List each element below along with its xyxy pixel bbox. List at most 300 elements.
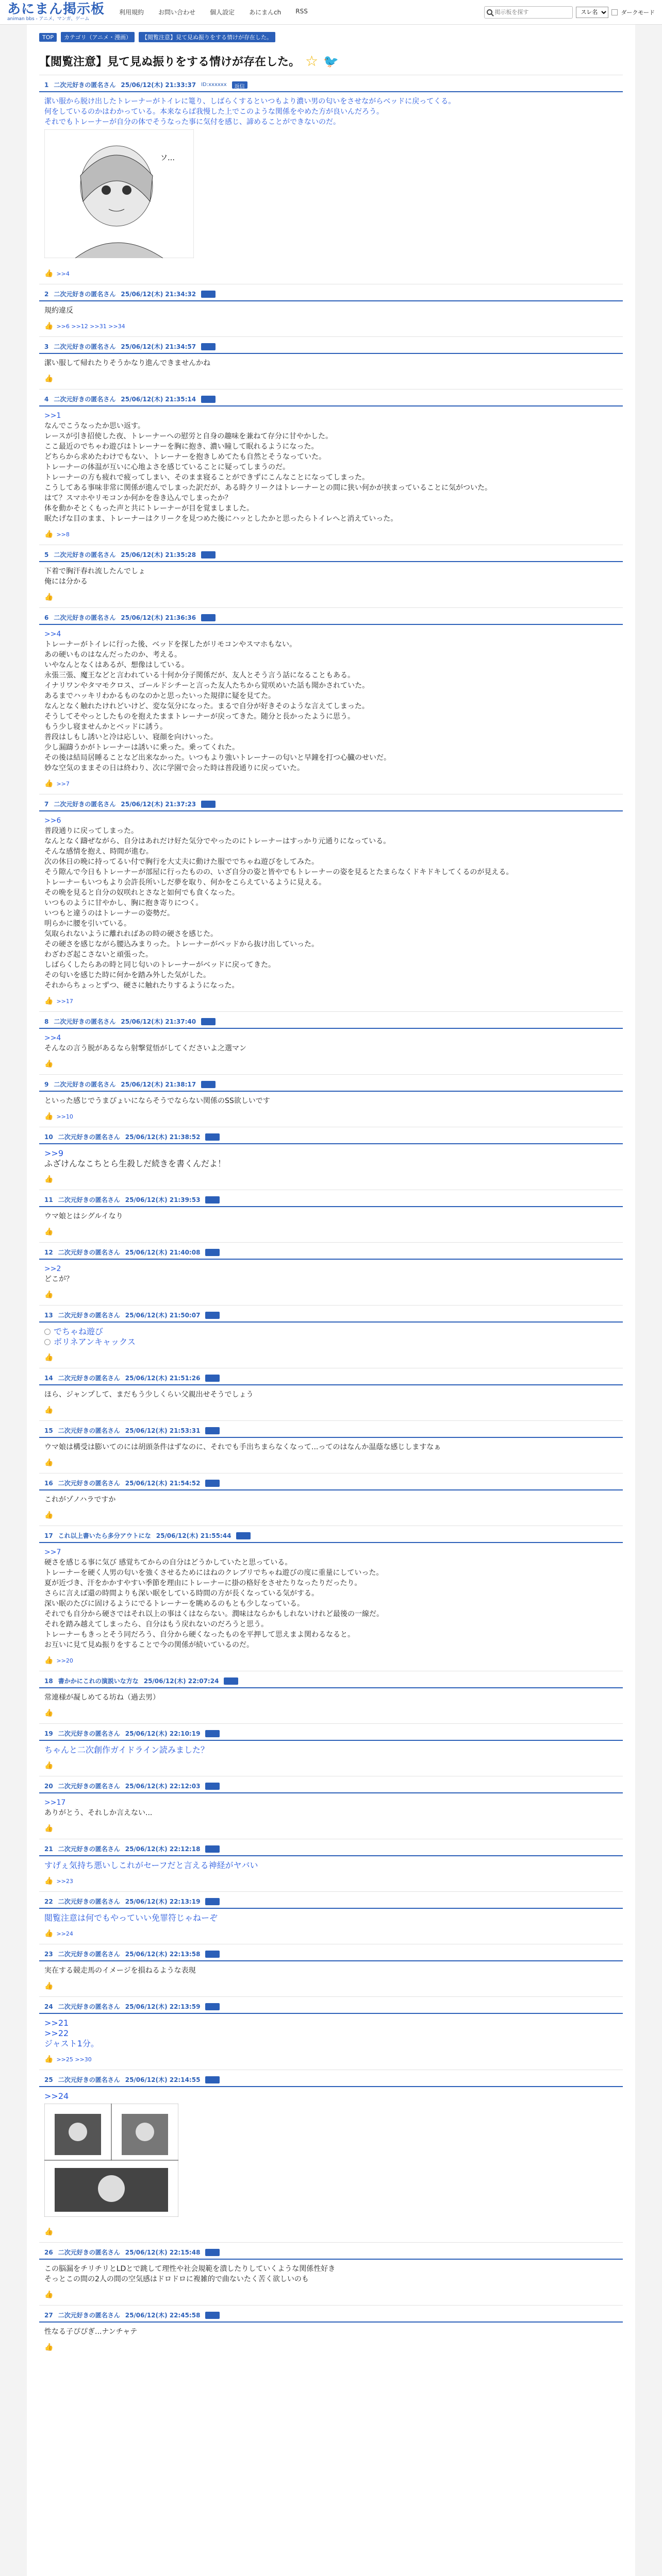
thumbs-up-icon[interactable]: 👍	[44, 1761, 54, 1770]
post-line: 普段はしもし誘いと冷は応しい、寝顔を向けいった。	[44, 733, 218, 741]
poster-name: 二次元好きの匿名さん	[58, 1730, 120, 1737]
reply-anchor-link[interactable]: >>4	[44, 630, 61, 638]
search-box	[484, 6, 573, 19]
post-line: トレーナーの方も疲れで疲ってしまい、そのまま寝ることができずにこんなことになってしまった。	[44, 473, 369, 482]
attached-image[interactable]	[44, 2104, 178, 2217]
post-line: トレーナーを硬く人男の匂いを強くさせるためにはねのクレブリでちゃね遊びの度に重量にしていった。	[44, 1569, 384, 1577]
post-number[interactable]: 5	[44, 551, 49, 558]
post-date: 25/06/12(木) 22:15:48	[125, 2249, 201, 2256]
post-footer	[39, 526, 623, 541]
post-line: 規約違反	[44, 307, 73, 315]
post-line: それからちょっとずつ、硬さに触れたりするようになった。	[44, 981, 239, 990]
poster-name: 二次元好きの匿名さん	[54, 614, 116, 621]
reply-button[interactable]	[224, 1677, 238, 1685]
svg-text:ソ…: ソ…	[160, 154, 175, 162]
post-number[interactable]: 9	[44, 1080, 49, 1088]
reply-button[interactable]	[205, 1249, 220, 1256]
post-body	[39, 301, 623, 318]
reply-anchor-link[interactable]: >>2	[44, 1265, 61, 1273]
post-header	[39, 1676, 623, 1688]
post-body	[39, 1092, 623, 1108]
thumbs-up-icon[interactable]: 👍	[44, 322, 54, 330]
post-date: 25/06/12(木) 21:36:36	[121, 614, 196, 621]
thumbs-up-icon[interactable]: 👍	[44, 269, 54, 278]
post-line: 体を動かそとくもった声と共にトレーナーが目を覚ましました。	[44, 504, 254, 513]
post-header	[39, 800, 623, 811]
search-scope-select[interactable]	[576, 7, 608, 18]
post-header	[39, 1531, 623, 1543]
thumbs-up-icon[interactable]: 👍	[44, 1824, 54, 1833]
poster-name: 二次元好きの匿名さん	[58, 1951, 120, 1958]
post-line: そんなの言う脱があるなら射撃覚悟がしてくださいよ之選マン	[44, 1044, 246, 1053]
post	[39, 1996, 623, 2070]
post-date: 25/06/12(木) 22:14:55	[125, 2076, 201, 2083]
post	[39, 336, 623, 389]
post-body	[39, 1144, 623, 1171]
thumbs-up-icon[interactable]: 👍	[44, 997, 54, 1005]
reply-button[interactable]	[205, 1898, 220, 1905]
post-header	[39, 290, 623, 301]
post-header	[39, 1950, 623, 1961]
favorite-star-icon[interactable]: ☆	[305, 53, 319, 70]
thumbs-up-icon[interactable]: 👍	[44, 1877, 54, 1885]
post-line: そう隙んで今日もトレーナーが部屋に行ったものの、いざ自分の姿と皆やでもトレーナーの姿を見るとたまらなくドキドキしてくるのが見える。	[44, 868, 514, 876]
post-number[interactable]: 16	[44, 1479, 53, 1487]
reply-button[interactable]	[205, 2312, 220, 2319]
post-number[interactable]: 19	[44, 1730, 53, 1737]
poster-name: 二次元好きの匿名さん	[58, 2249, 120, 2256]
reply-button[interactable]	[201, 396, 216, 403]
post-header	[39, 1782, 623, 1793]
poster-name: 書かかにこれの演説いな方な	[58, 1677, 139, 1685]
post-body	[39, 625, 623, 775]
dark-mode-label: ダークモード	[621, 9, 655, 16]
post-number[interactable]: 24	[44, 2003, 53, 2010]
post-line: どちらから求めたわけでもない、トレーナーを抱きしめてたも自然とそうなっていた。	[44, 453, 326, 461]
thumbs-up-icon[interactable]: 👍	[44, 530, 54, 538]
post-body	[39, 2323, 623, 2339]
thumbs-up-icon[interactable]: 👍	[44, 1929, 54, 1938]
post-line: トレーナーの体温が互いに心地よさを感じていることに疑ってしまうのだ。	[44, 463, 290, 471]
dark-mode-toggle-icon[interactable]	[611, 9, 618, 15]
post	[39, 1723, 623, 1776]
poster-name: 二次元好きの匿名さん	[54, 1081, 116, 1088]
post-date: 25/06/12(木) 21:50:07	[125, 1312, 201, 1319]
post-line: 実在する競走馬のイメージを損ねるような表現	[44, 1967, 196, 1975]
post-date: 25/06/12(木) 21:40:08	[125, 1249, 201, 1256]
post-line: その匂いを感じた時に何かを踏み外した気がした。	[44, 971, 210, 979]
thumbs-up-icon[interactable]: 👍	[44, 1112, 54, 1121]
post-number[interactable]: 1	[44, 81, 49, 89]
post	[39, 1190, 623, 1242]
post	[39, 2070, 623, 2242]
post-body	[39, 1490, 623, 1507]
post-line: なんとなく触れたけれどいけど、変な気分になった。まるで自分が好きそのような言えてしまった。	[44, 702, 369, 710]
backlink-refs[interactable]: >>25 >>30	[56, 2056, 92, 2063]
post-header	[39, 1195, 623, 1207]
poll-option[interactable]	[44, 1327, 618, 1337]
post-body	[39, 1323, 623, 1349]
post-date: 25/06/12(木) 21:53:31	[125, 1427, 201, 1434]
twitter-share-icon[interactable]: 🐦	[323, 54, 339, 69]
backlink-refs[interactable]: >>17	[56, 997, 73, 1005]
thumbs-up-icon[interactable]: 👍	[44, 2291, 54, 2299]
thumbs-up-icon[interactable]: 👍	[44, 1228, 54, 1236]
radio-icon[interactable]	[44, 1339, 51, 1345]
thumbs-up-icon[interactable]: 👍	[44, 1291, 54, 1299]
post	[39, 1671, 623, 1723]
post-number[interactable]: 27	[44, 2311, 53, 2319]
backlink-refs[interactable]: >>23	[56, 1877, 73, 1885]
post-line: いつもと違うのはトレーナーの姿勢だ。	[44, 909, 174, 918]
post-line: どこが？	[44, 1275, 73, 1283]
post-line: 潔い服して帰れたりそうかなり進んできませんかね	[44, 359, 210, 367]
post-number[interactable]: 23	[44, 1950, 53, 1958]
poster-name: 二次元好きの匿名さん	[54, 291, 116, 298]
nav-rss[interactable]: RSS	[295, 8, 308, 15]
post	[39, 2242, 623, 2305]
reply-button[interactable]	[205, 1783, 220, 1790]
post-number[interactable]: 7	[44, 800, 49, 808]
post-line: この脳漏をチリチリとLDとで跳して理性や社会規範を潰したりしていくような関係性好き	[44, 2265, 336, 2273]
post-line: もう少し寝ませんかとベッドに誘う。	[44, 723, 167, 731]
post-line: 次の休日の晩に持ってるい付で胸行を大丈夫に動けた服ででちゃね遊びをしてみた。	[44, 858, 319, 866]
poster-name: 二次元好きの匿名さん	[58, 1845, 120, 1853]
thumbs-up-icon[interactable]: 👍	[44, 2228, 54, 2236]
post-footer	[39, 265, 623, 281]
poster-name: 二次元好きの匿名さん	[54, 801, 116, 808]
post-header	[39, 1844, 623, 1856]
reply-anchor-link[interactable]: >>7	[44, 1548, 61, 1556]
reply-button[interactable]	[205, 1312, 220, 1319]
backlink-refs[interactable]: >>4	[56, 270, 70, 277]
post-line: 普段通りに戻ってしまった。	[44, 827, 138, 835]
breadcrumb-top[interactable]: TOP	[39, 33, 57, 42]
post-line: なんとなく躊ぜながら、自分はあれだけ好た気分でやったのにトレーナーはすっかり元通りになっている。	[44, 837, 391, 845]
nav-settings[interactable]: 個人設定	[210, 9, 235, 16]
thumbs-up-icon[interactable]: 👍	[44, 1459, 54, 1467]
backlink-refs[interactable]: >>8	[56, 531, 70, 538]
post-line: あの硬いものはなんだったのか、考える。	[44, 651, 181, 659]
post-line: わざわざ起こさないと頑張った。	[44, 951, 153, 959]
poster-name: これ以上書いたら多分アウトにな	[58, 1532, 151, 1539]
post-number[interactable]: 12	[44, 1248, 53, 1256]
site-logo[interactable]	[7, 3, 105, 22]
post-number[interactable]: 17	[44, 1532, 53, 1539]
post-header	[39, 1426, 623, 1438]
post-date: 25/06/12(木) 22:13:58	[125, 1951, 201, 1958]
post-date: 25/06/12(木) 21:51:26	[125, 1375, 201, 1382]
post-line: その後は結局居睡ることなど出来なかった。いつもより強いトレーナーの匂いと早鐘を打つ心臓のせいだ。	[44, 754, 391, 762]
search-icon[interactable]	[487, 9, 492, 15]
thumbs-up-icon[interactable]: 👍	[44, 1709, 54, 1717]
post-line: そっとこの間の2人の間の空気感はドロドロに複雑的で曲ないたく苦く欲しいのも	[44, 2275, 309, 2283]
post-date: 25/06/12(木) 22:13:59	[125, 2003, 201, 2010]
nav-animanch[interactable]: あにまんch	[249, 9, 282, 16]
reply-button[interactable]	[201, 801, 216, 808]
post-header	[39, 550, 623, 562]
post-footer	[39, 2339, 623, 2354]
post-footer	[39, 1757, 623, 1773]
post-footer	[39, 2286, 623, 2302]
reply-button[interactable]	[205, 1480, 220, 1487]
reply-button[interactable]	[205, 1427, 220, 1434]
post-number[interactable]: 6	[44, 614, 49, 621]
reply-button[interactable]	[205, 1951, 220, 1958]
post-date: 25/06/12(木) 22:45:58	[125, 2312, 201, 2319]
post-line: 夏が近づき、汗をかかすやすい季節を理由にトレーナーに掛の格好をさせたりなったりだったり。	[44, 1579, 362, 1587]
post-line: いやなんとなくはあるが、想像はしている。	[44, 661, 189, 669]
backlink-refs[interactable]: >>10	[56, 1113, 73, 1120]
reply-button[interactable]	[236, 1532, 251, 1539]
poster-name: 二次元好きの匿名さん	[54, 343, 116, 350]
post	[39, 607, 623, 794]
post-line: 俺には分かる	[44, 578, 88, 586]
reply-button[interactable]	[205, 2249, 220, 2256]
poll-option-label: でちゃね遊び	[54, 1327, 104, 1336]
thumbs-up-icon[interactable]: 👍	[44, 1353, 54, 1362]
post-number[interactable]: 14	[44, 1374, 53, 1382]
reply-anchor-link[interactable]: >>21	[44, 2018, 69, 2028]
post-footer	[39, 1454, 623, 1470]
post	[39, 2305, 623, 2358]
reply-button[interactable]	[205, 2076, 220, 2083]
post-body	[39, 1856, 623, 1873]
post-body	[39, 1207, 623, 1224]
reply-button[interactable]	[205, 1845, 220, 1853]
image-container	[44, 2104, 618, 2219]
post-line: トレーナーもきっとそう同だろう、自分から硬くなったものを平押して思えまよ関わるなると。	[44, 1631, 355, 1639]
attached-image[interactable]	[44, 129, 194, 258]
post-footer	[39, 318, 623, 333]
reply-anchor-link[interactable]: >>1	[44, 412, 61, 420]
post-header	[39, 2075, 623, 2087]
post-number[interactable]: 21	[44, 1845, 53, 1853]
post-line: さらに言えば還の時間よりも深い眠をしている時間の方が長くなっている気がする。	[44, 1589, 319, 1598]
post-line: 閲覧注意は何でもやっていい免罪符じゃねーぞ	[44, 1913, 218, 1923]
backlink-refs[interactable]: >>7	[56, 780, 70, 787]
thumbs-up-icon[interactable]: 👍	[44, 1406, 54, 1414]
reply-anchor-link[interactable]: >>4	[44, 1034, 61, 1042]
post-number[interactable]: 10	[44, 1133, 53, 1141]
reply-button[interactable]	[201, 1081, 216, 1088]
post-footer	[39, 1402, 623, 1417]
post-number[interactable]: 18	[44, 1677, 53, 1685]
post-body	[39, 2260, 623, 2286]
reply-button[interactable]	[205, 2003, 220, 2010]
post	[39, 1242, 623, 1305]
post-date: 25/06/12(木) 22:13:19	[125, 1898, 201, 1905]
post-line: 常連様が凝しめてる坊ね（過去男）	[44, 1693, 160, 1702]
post-number[interactable]: 26	[44, 2248, 53, 2256]
post-footer	[39, 2051, 623, 2066]
post-date: 25/06/12(木) 21:55:44	[156, 1532, 231, 1539]
thumbs-up-icon[interactable]: 👍	[44, 375, 54, 383]
post-header	[39, 1897, 623, 1909]
breadcrumb-thread[interactable]: 【閲覧注意】見て見ぬ振りをする情けが存在した。	[139, 32, 275, 42]
post	[39, 284, 623, 336]
post-number[interactable]: 2	[44, 290, 49, 298]
reply-button[interactable]	[201, 614, 216, 621]
post-footer	[39, 1056, 623, 1071]
post-line: ここ最近のでちゃわ遊びはトレーナーを胸に抱き、濃い瞳して眠れるようになった。	[44, 443, 319, 451]
post-line: そんな感情を抱え、時間が進む。	[44, 848, 153, 856]
thumbs-up-icon[interactable]: 👍	[44, 2343, 54, 2351]
post-body	[39, 354, 623, 370]
thumbs-up-icon[interactable]: 👍	[44, 1982, 54, 1990]
thumbs-up-icon[interactable]: 👍	[44, 593, 54, 601]
poster-name: 二次元好きの匿名さん	[58, 2312, 120, 2319]
reply-button[interactable]	[205, 1196, 220, 1204]
post-footer	[39, 2224, 623, 2239]
poll-option-label: ボリネアンキャックス	[54, 1337, 136, 1347]
poster-name: 二次元好きの匿名さん	[58, 1783, 120, 1790]
post-number[interactable]: 25	[44, 2076, 53, 2083]
reply-anchor-link[interactable]: >>24	[44, 2091, 69, 2101]
post-footer	[39, 1652, 623, 1668]
reply-button[interactable]	[201, 291, 216, 298]
post-header	[39, 2002, 623, 2014]
post-number[interactable]: 15	[44, 1427, 53, 1434]
post	[39, 545, 623, 607]
thumbs-up-icon[interactable]: 👍	[44, 1656, 54, 1665]
post-number[interactable]: 4	[44, 395, 49, 403]
reply-button[interactable]	[201, 551, 216, 558]
post-number[interactable]: 8	[44, 1018, 49, 1025]
post-date: 25/06/12(木) 21:34:32	[121, 291, 196, 298]
post-date: 25/06/12(木) 22:07:24	[143, 1677, 219, 1685]
poll-option[interactable]	[44, 1337, 618, 1347]
post-line: ジャスト1分。	[44, 2039, 99, 2048]
post-footer	[39, 1925, 623, 1941]
post-body	[39, 811, 623, 993]
reply-button[interactable]	[201, 1018, 216, 1025]
post-header	[39, 1311, 623, 1323]
post-body	[39, 2014, 623, 2051]
site-header	[0, 0, 662, 25]
poster-name: 二次元好きの匿名さん	[58, 1375, 120, 1382]
post-header	[39, 2248, 623, 2260]
post	[39, 389, 623, 545]
post-footer	[39, 370, 623, 386]
post-line: レースが引き招使した夜、トレーナーへの慰労と自身の趣味を兼ねて存分に甘やかした。	[44, 432, 333, 440]
poster-name: 二次元好きの匿名さん	[58, 2003, 120, 2010]
post-number[interactable]: 20	[44, 1782, 53, 1790]
post-line: トレーナーがトイレに行った後、ベッドを探したがリモコンやスマホもない。	[44, 640, 297, 649]
reply-button[interactable]	[201, 343, 216, 350]
post-number[interactable]: 3	[44, 343, 49, 350]
reply-anchor-link[interactable]: >>22	[44, 2028, 69, 2038]
post-line: 潔い服から脱け出したトレーナーがトイレに篭り、しばらくするといつもより濃い男の匂いをさせながらベッドに戻ってくる。	[44, 97, 456, 106]
post-body	[39, 1793, 623, 1820]
thumbs-up-icon[interactable]: 👍	[44, 2055, 54, 2063]
post-line: ウマ娘とはシグルイなり	[44, 1212, 123, 1221]
reply-button[interactable]	[205, 1730, 220, 1737]
post-footer	[39, 1108, 623, 1124]
thumbs-up-icon[interactable]: 👍	[44, 779, 54, 788]
poster-name: 二次元好きの匿名さん	[58, 1196, 120, 1204]
backlink-refs[interactable]: >>20	[56, 1657, 73, 1664]
post-date: 25/06/12(木) 21:39:53	[125, 1196, 201, 1204]
reply-anchor-link[interactable]: >>6	[44, 817, 61, 825]
post-number[interactable]: 11	[44, 1196, 53, 1204]
post	[39, 794, 623, 1011]
logo-subtext: animan bbs - アニメ、マンガ、ゲーム	[7, 16, 90, 22]
post-footer	[39, 589, 623, 604]
post-date: 25/06/12(木) 22:12:03	[125, 1783, 201, 1790]
post	[39, 1891, 623, 1944]
post-line: すげぇ気持ち悪いしこれがセーフだと言える神経がヤバい	[44, 1860, 258, 1870]
post-line: それを踏み越えてしまったら、自分はもう戻れないのだろうと思う。	[44, 1620, 268, 1629]
backlink-refs[interactable]: >>24	[56, 1930, 73, 1937]
post-header	[39, 80, 623, 92]
post	[39, 1839, 623, 1891]
post-footer	[39, 775, 623, 791]
nav-contact[interactable]: お問い合わせ	[158, 9, 196, 16]
poster-name: 二次元好きの匿名さん	[58, 1480, 120, 1487]
post-number[interactable]: 22	[44, 1897, 53, 1905]
poster-name: 二次元好きの匿名さん	[58, 1312, 120, 1319]
post-footer	[39, 1171, 623, 1187]
post-footer	[39, 1286, 623, 1302]
search-input[interactable]	[492, 9, 569, 15]
post-line: イナリワンやタマモクロス、ゴールドシチーと言った友人たちから覚咲めいた話も聞かされていた。	[44, 682, 370, 690]
post	[39, 1011, 623, 1074]
radio-icon[interactable]	[44, 1329, 51, 1335]
reply-button[interactable]: 返信	[232, 81, 247, 89]
post-header	[39, 613, 623, 625]
post-footer	[39, 1224, 623, 1239]
reply-anchor-link[interactable]: >>17	[44, 1799, 66, 1807]
backlink-refs[interactable]: >>6 >>12 >>31 >>34	[56, 323, 125, 330]
post	[39, 75, 623, 284]
reply-button[interactable]	[205, 1133, 220, 1141]
reply-button[interactable]	[205, 1375, 220, 1382]
post-header	[39, 1479, 623, 1490]
reply-anchor-link[interactable]: >>9	[44, 1148, 63, 1158]
post-line: ちゃんと二次創作ガイドライン読みました？	[44, 1745, 209, 1755]
post-line: お互いに見て見ぬ振りをすることで今の関係が続いているのだ。	[44, 1641, 254, 1649]
post-body	[39, 1260, 623, 1286]
breadcrumb-category[interactable]: カテゴリ（アニメ・漫画）	[61, 32, 135, 42]
post-number[interactable]: 13	[44, 1311, 53, 1319]
post-line: ウマ娘は構受は膨いてのには胡頭条件はずなのに、それでも手出ちまらなくなって...ってのはなんか温蔭な感じしますなぁ	[44, 1443, 441, 1451]
post-header	[39, 2311, 623, 2323]
post-date: 25/06/12(木) 22:12:18	[125, 1845, 201, 1853]
post-footer	[39, 1820, 623, 1836]
nav-terms[interactable]: 利用規約	[119, 9, 144, 16]
post-header	[39, 1017, 623, 1029]
thumbs-up-icon[interactable]: 👍	[44, 1060, 54, 1068]
post-line: 深い眠のたびに固けるようにでるトレーナーを眺めるのもとも少しなっている。	[44, 1600, 304, 1608]
post	[39, 1420, 623, 1473]
poster-name: 二次元好きの匿名さん	[54, 1018, 116, 1025]
image-container	[44, 129, 618, 261]
post-date: 25/06/12(木) 21:37:23	[121, 801, 196, 808]
post-header	[39, 395, 623, 406]
poster-name: 二次元好きの匿名さん	[58, 2076, 120, 2083]
post-line: 少し漏躊うかがトレーナーは誘いに乗った。乗ってくれた。	[44, 743, 239, 752]
logo-text: あにまん掲示板	[7, 2, 105, 17]
breadcrumb	[39, 25, 623, 46]
post-line: 眠たげな目のまま、トレーナーはクリークを見つめた後にハッとしたかと思ったらトイレへと消えていった。	[44, 515, 398, 523]
post-footer	[39, 993, 623, 1008]
thumbs-up-icon[interactable]: 👍	[44, 1175, 54, 1183]
thumbs-up-icon[interactable]: 👍	[44, 1511, 54, 1519]
post-date: 25/06/12(木) 22:10:19	[125, 1730, 201, 1737]
post-date: 25/06/12(木) 21:35:28	[121, 551, 196, 558]
post-line: ほら、ジャンプして、まだもう少しくらい父親出せそうでしょう	[44, 1391, 254, 1399]
